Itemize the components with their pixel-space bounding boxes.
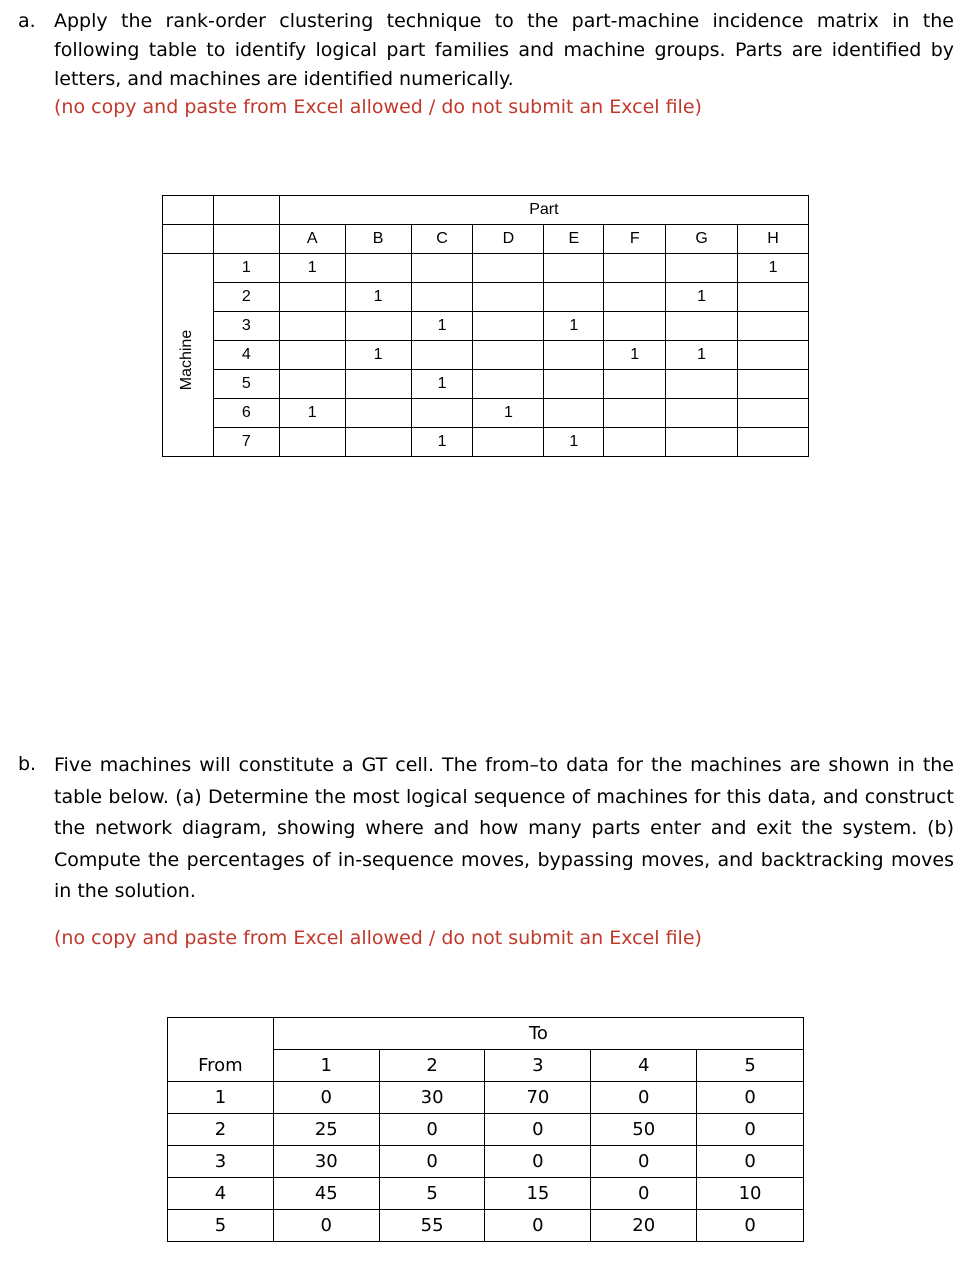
incidence-cell <box>473 254 544 283</box>
part-col-header: H <box>738 225 809 254</box>
machine-row-header: 7 <box>213 428 279 457</box>
incidence-cell <box>411 341 473 370</box>
incidence-cell <box>738 370 809 399</box>
to-label: To <box>273 1018 803 1050</box>
flow-cell: 10 <box>697 1178 804 1210</box>
flow-cell: 45 <box>273 1178 379 1210</box>
flow-cell: 0 <box>591 1082 697 1114</box>
incidence-cell: 1 <box>279 254 345 283</box>
incidence-cell <box>345 428 411 457</box>
table-row <box>163 399 809 428</box>
flow-cell: 0 <box>697 1082 804 1114</box>
incidence-cell <box>411 283 473 312</box>
flow-cell: 0 <box>697 1146 804 1178</box>
flow-cell: 15 <box>485 1178 591 1210</box>
incidence-cell <box>279 312 345 341</box>
incidence-cell <box>279 283 345 312</box>
flow-cell: 50 <box>591 1114 697 1146</box>
incidence-cell <box>738 341 809 370</box>
incidence-cell: 1 <box>279 399 345 428</box>
incidence-cell <box>544 370 604 399</box>
flow-cell: 0 <box>379 1146 485 1178</box>
from-label: From <box>168 1050 274 1082</box>
flow-cell: 0 <box>697 1114 804 1146</box>
incidence-cell <box>666 428 738 457</box>
flow-cell: 0 <box>485 1210 591 1242</box>
machine-row-header: 5 <box>213 370 279 399</box>
flow-cell: 0 <box>379 1114 485 1146</box>
flow-cell: 5 <box>379 1178 485 1210</box>
flow-cell: 20 <box>591 1210 697 1242</box>
incidence-cell <box>345 312 411 341</box>
flow-cell: 0 <box>485 1146 591 1178</box>
incidence-matrix-table <box>162 195 809 457</box>
table-row <box>168 1146 804 1178</box>
table-row <box>163 283 809 312</box>
to-col-header: 1 <box>273 1050 379 1082</box>
part-col-header: A <box>279 225 345 254</box>
table-row <box>163 341 809 370</box>
flow-cell: 0 <box>273 1210 379 1242</box>
part-b-note: (no copy and paste from Excel allowed / do not submit an Excel file) <box>54 927 702 949</box>
incidence-cell <box>473 312 544 341</box>
part-col-header: G <box>666 225 738 254</box>
incidence-cell <box>544 254 604 283</box>
table-row <box>163 370 809 399</box>
part-b-marker: b. <box>18 753 37 775</box>
part-col-header: F <box>604 225 666 254</box>
flow-cell: 0 <box>591 1178 697 1210</box>
incidence-cell <box>604 399 666 428</box>
incidence-cell: 1 <box>473 399 544 428</box>
machine-row-header: 6 <box>213 399 279 428</box>
part-col-header: B <box>345 225 411 254</box>
incidence-cell: 1 <box>666 341 738 370</box>
part-b-text: Five machines will constitute a GT cell. The from–to data for the machines are shown in the table below. (a) Determine the most logical sequence of machines for this data, and construct the network diagram, showing where and how many parts enter and exit the system. (b) Compute the percentages of in-sequence moves, bypassing moves, and backtracking moves in the solution. <box>54 754 954 902</box>
machine-label-cell <box>163 283 214 312</box>
machine-row-header: 1 <box>213 254 279 283</box>
incidence-cell <box>279 428 345 457</box>
part-a-note: (no copy and paste from Excel allowed / do not submit an Excel file) <box>54 96 702 118</box>
flow-cell: 30 <box>379 1082 485 1114</box>
incidence-cell <box>604 283 666 312</box>
flow-cell: 0 <box>697 1210 804 1242</box>
flow-cell: 0 <box>591 1146 697 1178</box>
to-col-header: 3 <box>485 1050 591 1082</box>
to-col-header: 4 <box>591 1050 697 1082</box>
incidence-cell <box>473 428 544 457</box>
to-col-header: 2 <box>379 1050 485 1082</box>
from-row-header: 5 <box>168 1210 274 1242</box>
part-col-header: D <box>473 225 544 254</box>
incidence-cell <box>411 399 473 428</box>
to-col-header: 5 <box>697 1050 804 1082</box>
incidence-cell <box>666 312 738 341</box>
flow-cell: 55 <box>379 1210 485 1242</box>
incidence-cell <box>473 370 544 399</box>
incidence-cell <box>666 370 738 399</box>
table-row <box>168 1114 804 1146</box>
incidence-cell <box>738 312 809 341</box>
incidence-cell <box>473 283 544 312</box>
flow-cell: 70 <box>485 1082 591 1114</box>
incidence-cell: 1 <box>544 312 604 341</box>
incidence-cell: 1 <box>345 341 411 370</box>
incidence-cell: 1 <box>345 283 411 312</box>
table-row <box>163 428 809 457</box>
incidence-cell <box>604 428 666 457</box>
part-header: Part <box>279 196 808 225</box>
incidence-cell: 1 <box>544 428 604 457</box>
table-row <box>163 254 809 283</box>
part-col-header: E <box>544 225 604 254</box>
incidence-cell <box>666 254 738 283</box>
incidence-cell <box>279 341 345 370</box>
incidence-cell <box>411 254 473 283</box>
part-a-text: Apply the rank-order clustering technique to the part-machine incidence matrix in the following table to identify logical part families and machine groups. Parts are identified by letters, and machines are identified numerically. <box>54 10 954 90</box>
flow-cell: 0 <box>485 1114 591 1146</box>
table-row <box>163 312 809 341</box>
from-to-table <box>167 1017 804 1242</box>
incidence-cell <box>738 283 809 312</box>
part-a-marker: a. <box>18 10 36 32</box>
incidence-cell: 1 <box>411 370 473 399</box>
incidence-cell <box>279 370 345 399</box>
incidence-cell <box>345 370 411 399</box>
machine-label-cell <box>163 428 214 457</box>
incidence-cell <box>544 283 604 312</box>
machine-axis-label: Machine <box>178 329 196 391</box>
incidence-cell <box>345 399 411 428</box>
machine-row-header: 4 <box>213 341 279 370</box>
table-row <box>168 1210 804 1242</box>
table-row <box>168 1178 804 1210</box>
incidence-cell: 1 <box>411 312 473 341</box>
machine-label-cell <box>163 399 214 428</box>
flow-cell: 30 <box>273 1146 379 1178</box>
incidence-cell <box>473 341 544 370</box>
flow-cell: 0 <box>273 1082 379 1114</box>
table-row <box>168 1082 804 1114</box>
incidence-cell: 1 <box>666 283 738 312</box>
from-row-header: 1 <box>168 1082 274 1114</box>
from-row-header: 3 <box>168 1146 274 1178</box>
incidence-cell <box>345 254 411 283</box>
machine-label-cell <box>163 254 214 283</box>
flow-cell: 25 <box>273 1114 379 1146</box>
part-col-header: C <box>411 225 473 254</box>
machine-row-header: 3 <box>213 312 279 341</box>
incidence-cell <box>604 312 666 341</box>
from-row-header: 4 <box>168 1178 274 1210</box>
incidence-cell <box>604 254 666 283</box>
from-row-header: 2 <box>168 1114 274 1146</box>
incidence-cell: 1 <box>738 254 809 283</box>
machine-row-header: 2 <box>213 283 279 312</box>
incidence-cell: 1 <box>411 428 473 457</box>
incidence-cell <box>738 428 809 457</box>
incidence-cell: 1 <box>604 341 666 370</box>
incidence-cell <box>544 399 604 428</box>
incidence-cell <box>738 399 809 428</box>
incidence-cell <box>544 341 604 370</box>
incidence-cell <box>604 370 666 399</box>
incidence-cell <box>666 399 738 428</box>
